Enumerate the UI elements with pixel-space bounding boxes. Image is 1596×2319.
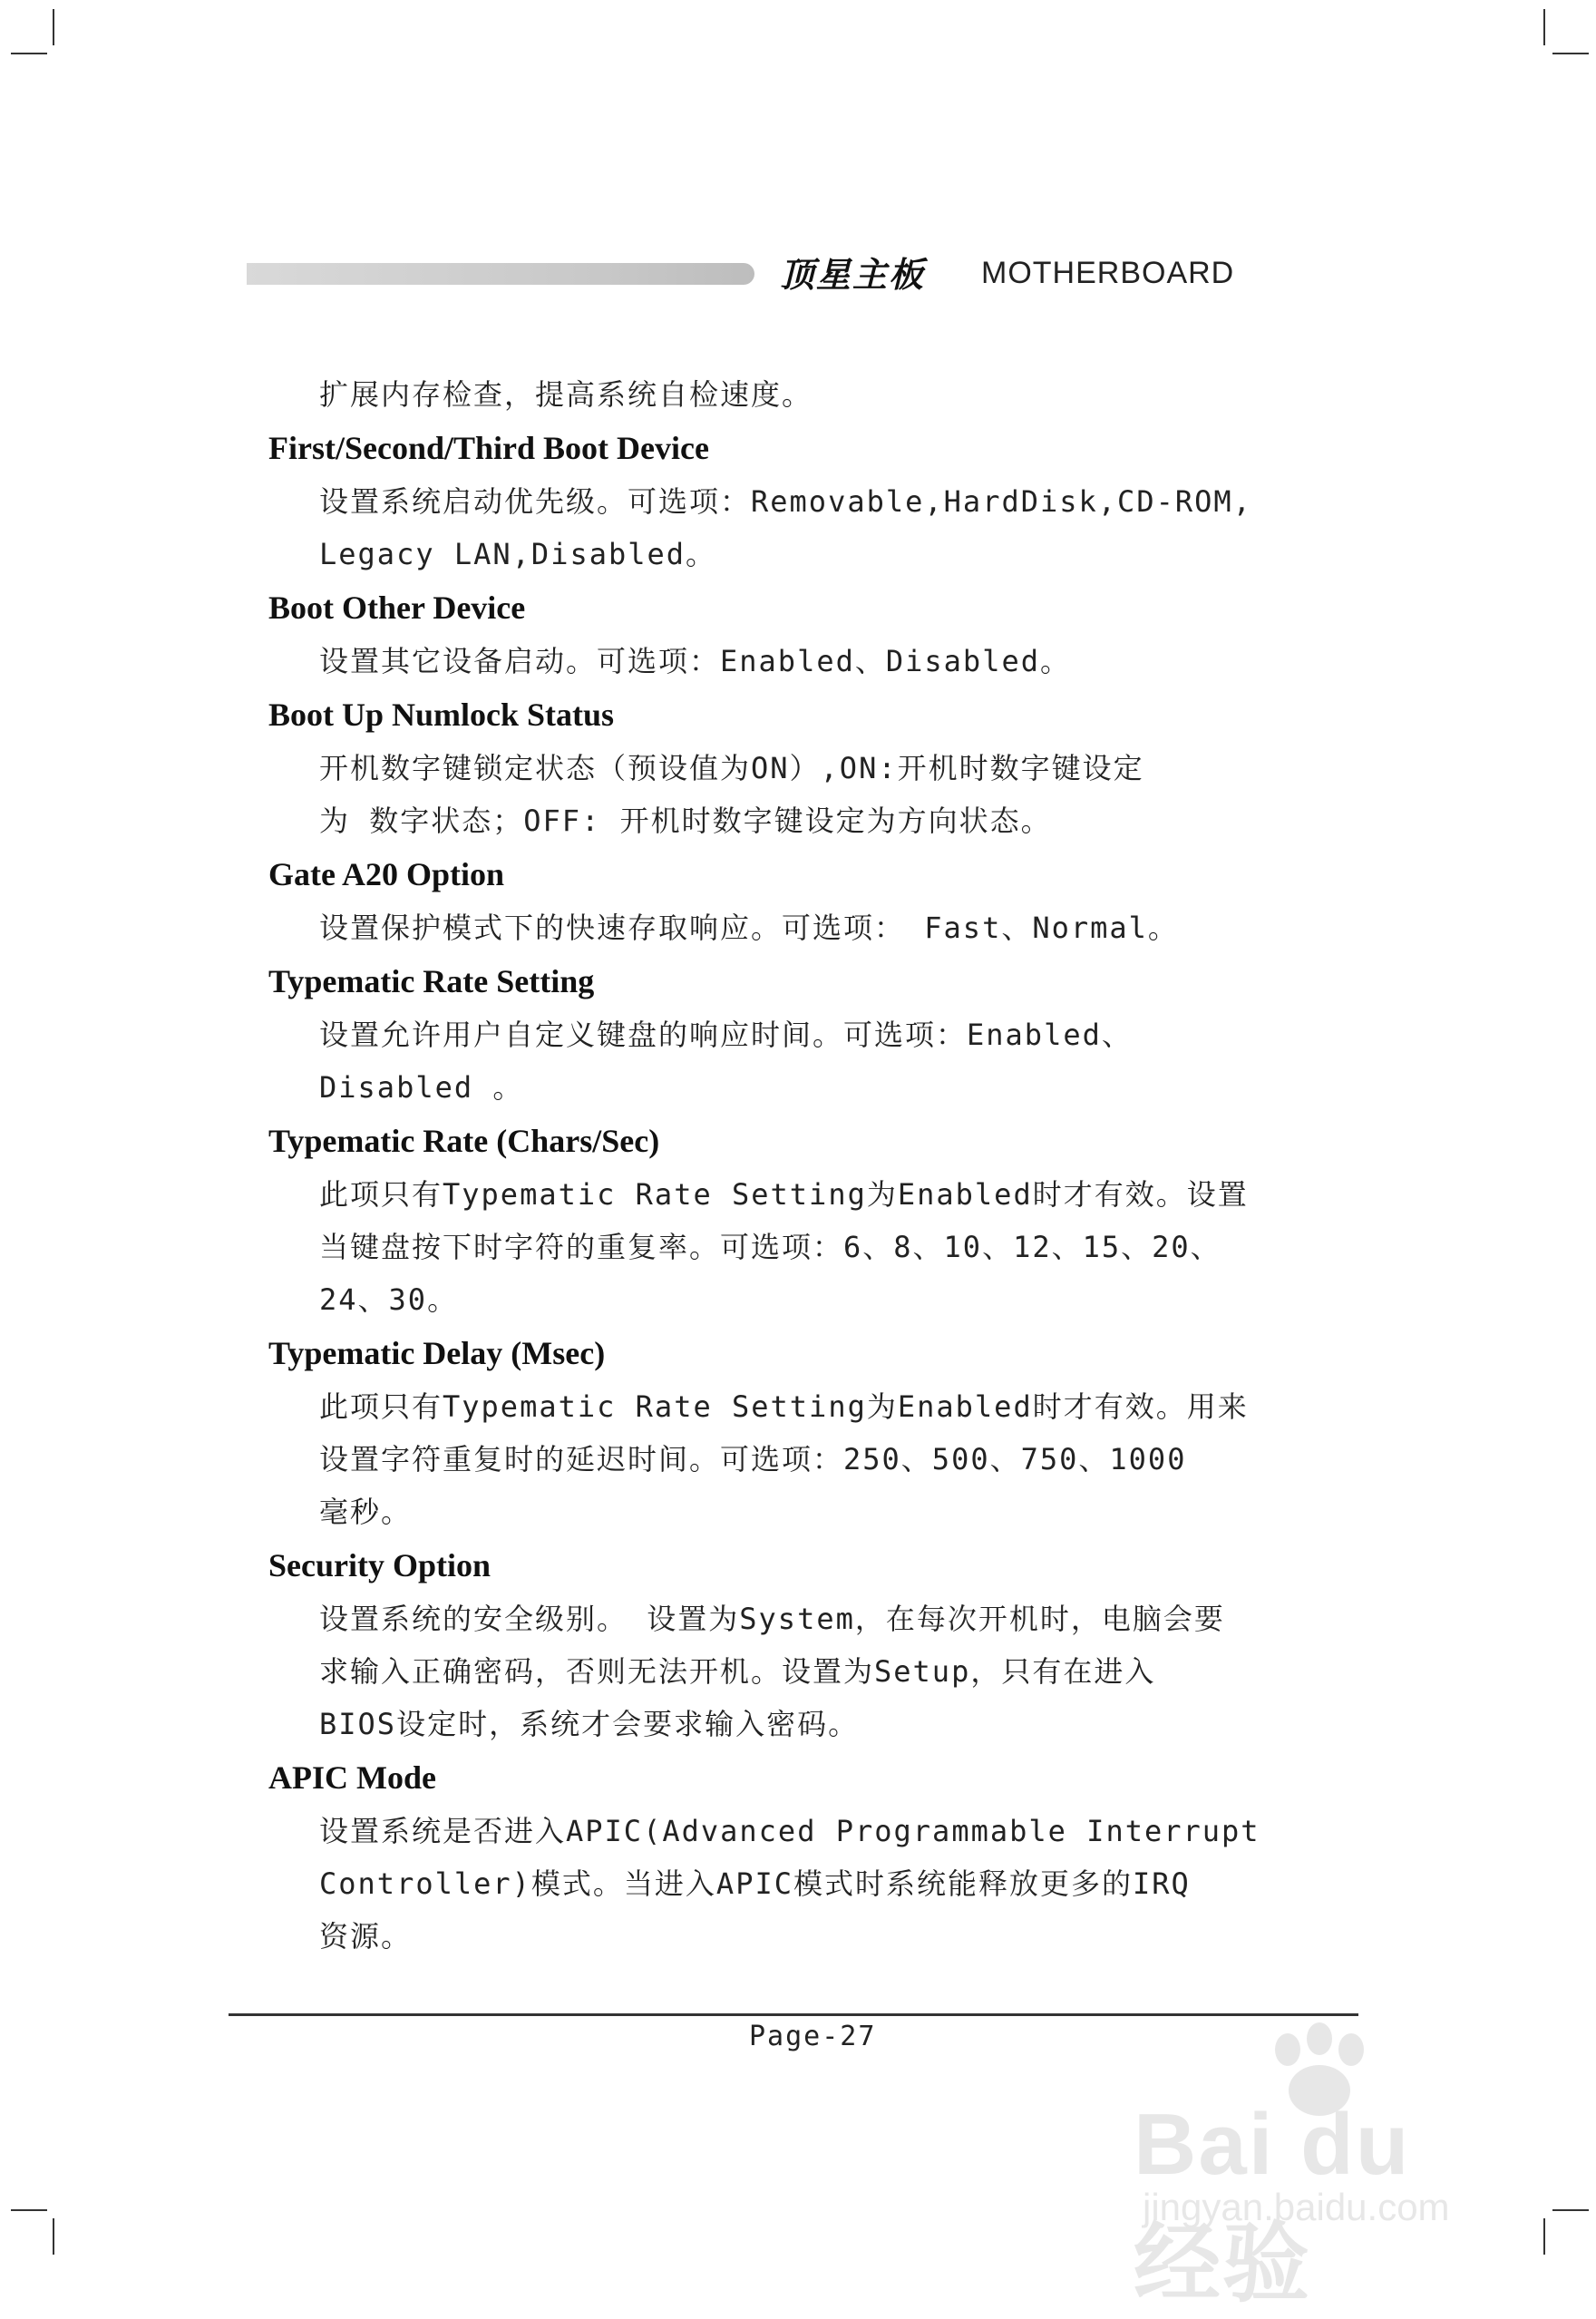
- section-title: Typematic Rate (Chars/Sec): [268, 1123, 660, 1159]
- section-description: 设置系统启动优先级。可选项：Removable,HardDisk,CD-ROM, Legacy LAN,Disabled。: [319, 484, 1252, 571]
- intro-text: 扩展内存检查，提高系统自检速度。: [319, 377, 813, 412]
- section-title: First/Second/Third Boot Device: [268, 430, 709, 466]
- crop-mark: [11, 53, 47, 54]
- section-description: 设置其它设备启动。可选项：Enabled、Disabled。: [319, 644, 1071, 678]
- section-title: APIC Mode: [268, 1759, 436, 1796]
- baidu-watermark: [1124, 2022, 1514, 2313]
- section-title: Gate A20 Option: [268, 856, 505, 892]
- section-title: Boot Up Numlock Status: [268, 697, 615, 733]
- section-description: 设置系统是否进入APIC(Advanced Programmable Interrupt Controller)模式。当进入APIC模式时系统能释放更多的IRQ 资源。: [319, 1814, 1260, 1954]
- watermark-logo: Bai du 经验: [1134, 2096, 1411, 2313]
- section-title: Typematic Delay (Msec): [268, 1335, 606, 1371]
- brand-subtitle: MOTHERBOARD: [981, 256, 1235, 290]
- crop-mark: [1552, 53, 1589, 54]
- section-description: 此项只有Typematic Rate Setting为Enabled时才有效。设置 当键盘按下时字符的重复率。可选项：6、8、10、12、15、20、 24、30。: [319, 1177, 1249, 1317]
- section-description: 设置允许用户自定义键盘的响应时间。可选项：Enabled、 Disabled 。: [319, 1018, 1133, 1105]
- brand-logo-text: 顶星主板: [780, 255, 926, 295]
- crop-mark: [1543, 9, 1545, 45]
- section-title: Typematic Rate Setting: [268, 963, 595, 999]
- section-description: 此项只有Typematic Rate Setting为Enabled时才有效。用来 设置字符重复时的延迟时间。可选项：250、500、750、1000 毫秒。: [319, 1389, 1249, 1529]
- manual-content: [268, 368, 1375, 1963]
- crop-mark: [53, 2218, 54, 2255]
- crop-mark: [11, 2209, 47, 2211]
- crop-mark: [1543, 2218, 1545, 2255]
- crop-mark: [1552, 2209, 1589, 2211]
- section-description: 开机数字键锁定状态（预设值为ON）,ON:开机时数字键设定 为 数字状态；OFF: 开机时数字键设定为方向状态。: [319, 751, 1144, 838]
- header-decorative-bar: [247, 263, 754, 285]
- section-title: Security Option: [268, 1547, 491, 1583]
- section-description: 设置系统的安全级别。 设置为System，在每次开机时，电脑会要 求输入正确密码，否则无法开机。设置为Setup，只有在进入 BIOS设定时，系统才会要求输入密码。: [319, 1602, 1225, 1741]
- crop-mark: [53, 9, 54, 45]
- page-number: Page-27: [749, 2021, 877, 2052]
- section-description: 设置保护模式下的快速存取响应。可选项： Fast、Normal。: [319, 911, 1179, 945]
- section-title: Boot Other Device: [268, 589, 526, 626]
- footer-divider: [229, 2013, 1358, 2016]
- watermark-url: jingyan.baidu.com: [1143, 2186, 1450, 2228]
